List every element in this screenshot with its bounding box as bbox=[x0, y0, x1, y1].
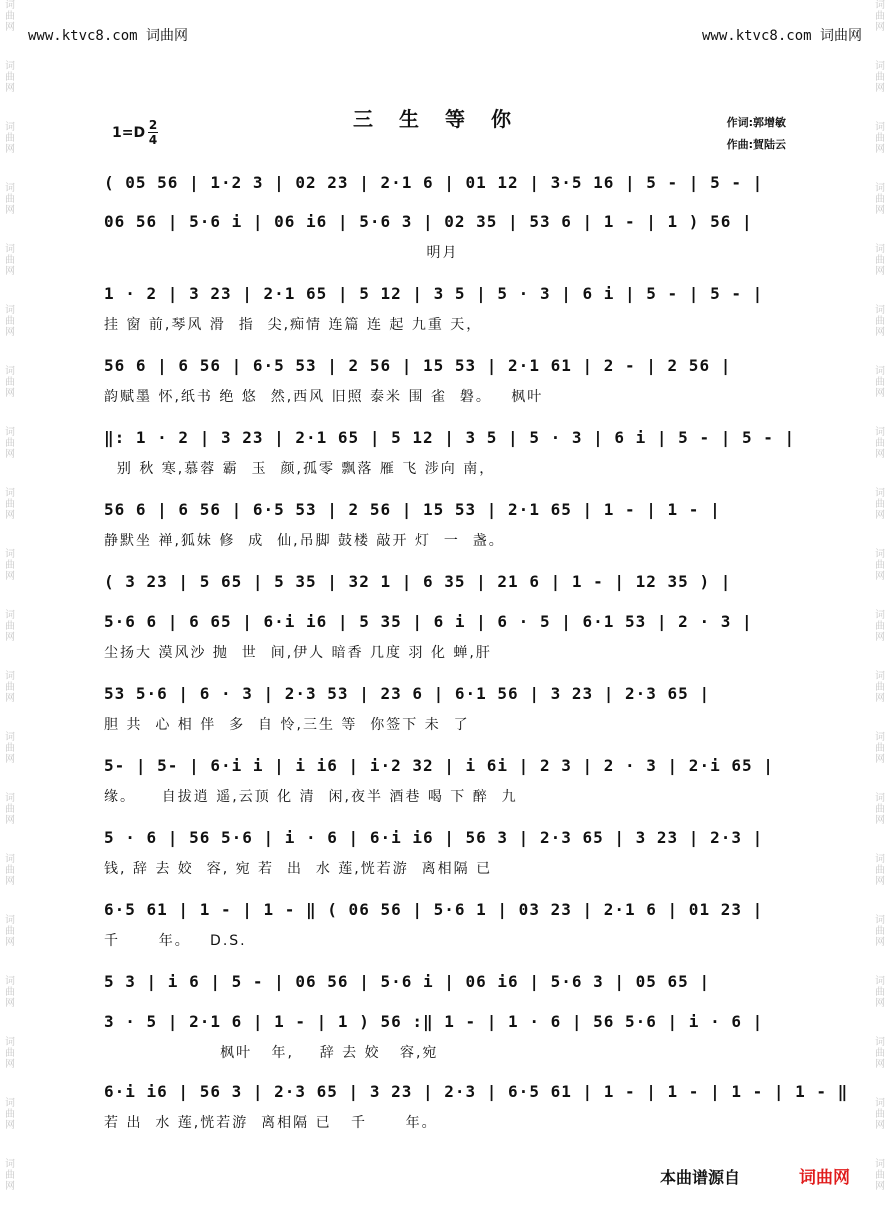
watermark-text: 词 曲 网 bbox=[875, 122, 885, 155]
watermark-text: 词 曲 网 bbox=[875, 976, 885, 1009]
watermark-text: 词 曲 网 bbox=[875, 61, 885, 94]
score-notes-line: 06 56 | 5·6 i | 06 i6 | 5·6 3 | 02 35 | 53 6 | 1 - | 1 ) 56 | bbox=[104, 212, 753, 231]
watermark-text: 词 曲 网 bbox=[5, 549, 15, 582]
watermark-text: 词 曲 网 bbox=[5, 1037, 15, 1070]
score-lyrics-line: 若 出 水 莲,恍若游 离相隔 已 千 年。 bbox=[104, 1115, 438, 1131]
watermark-text: 词 曲 网 bbox=[875, 183, 885, 216]
watermark-text: 词 曲 网 bbox=[5, 122, 15, 155]
watermark-text: 词 曲 网 bbox=[875, 1037, 885, 1070]
watermark-text: 词 曲 网 bbox=[875, 1159, 885, 1192]
watermark-column-right bbox=[872, 0, 888, 1218]
score-notes-line: 53 5·6 | 6 · 3 | 2·3 53 | 23 6 | 6·1 56 | 3 23 | 2·3 65 | bbox=[104, 684, 711, 703]
watermark-text: 词 曲 网 bbox=[5, 1159, 15, 1192]
score-notes-line: ‖: 1 · 2 | 3 23 | 2·1 65 | 5 12 | 3 5 | 5 · 3 | 6 i | 5 - | 5 - | bbox=[104, 428, 796, 447]
score-notes-line: 6·i i6 | 56 3 | 2·3 65 | 3 23 | 2·3 | 6·5 61 | 1 - | 1 - | 1 - | 1 - ‖ bbox=[104, 1082, 849, 1101]
watermark-text: 词 曲 网 bbox=[875, 244, 885, 277]
watermark-text: 词 曲 网 bbox=[875, 610, 885, 643]
score-lyrics-line: 缘。 自拔逍 遥,云顶 化 清 闲,夜半 酒巷 喝 下 醉 九 bbox=[104, 789, 518, 805]
watermark-text: 词 曲 网 bbox=[875, 732, 885, 765]
watermark-text: 词 曲 网 bbox=[5, 488, 15, 521]
score-notes-line: 5 · 6 | 56 5·6 | i · 6 | 6·i i6 | 56 3 | 2·3 65 | 3 23 | 2·3 | bbox=[104, 828, 764, 847]
watermark-text: 词 曲 网 bbox=[875, 427, 885, 460]
watermark-text: 词 曲 网 bbox=[875, 366, 885, 399]
watermark-text: 词 曲 网 bbox=[5, 305, 15, 338]
watermark-text: 词 曲 网 bbox=[5, 610, 15, 643]
score-notes-line: 6·5 61 | 1 - | 1 - ‖ ( 06 56 | 5·6 1 | 03 23 | 2·1 6 | 01 23 | bbox=[104, 900, 764, 919]
footer-source-label: 本曲谱源自 bbox=[659, 1168, 740, 1187]
score-notes-line: 5- | 5- | 6·i i | i i6 | i·2 32 | i 6i | 2 3 | 2 · 3 | 2·i 65 | bbox=[104, 756, 774, 775]
watermark-text: 词 曲 网 bbox=[5, 793, 15, 826]
watermark-text: 词 曲 网 bbox=[5, 1098, 15, 1131]
score-notes-line: 56 6 | 6 56 | 6·5 53 | 2 56 | 15 53 | 2·1 61 | 2 - | 2 56 | bbox=[104, 356, 732, 375]
key-signature: 1=D bbox=[112, 125, 146, 141]
watermark-text: 词 曲 网 bbox=[5, 183, 15, 216]
watermark-text: 词 曲 网 bbox=[875, 305, 885, 338]
song-title: 三生等你 bbox=[353, 107, 537, 131]
watermark-text: 词 曲 网 bbox=[875, 793, 885, 826]
score-notes-line: ( 3 23 | 5 65 | 5 35 | 32 1 | 6 35 | 21 6 | 1 - | 12 35 ) | bbox=[104, 572, 732, 591]
score-lyrics-line: 韵赋墨 怀,纸书 绝 悠 然,西风 旧照 泰米 围 雀 磐。 枫叶 bbox=[104, 389, 544, 405]
score-notes-line: 56 6 | 6 56 | 6·5 53 | 2 56 | 15 53 | 2·1 65 | 1 - | 1 - | bbox=[104, 500, 721, 519]
score-notes-line: 3 · 5 | 2·1 6 | 1 - | 1 ) 56 :‖ 1 - | 1 · 6 | 56 5·6 | i · 6 | bbox=[104, 1012, 764, 1031]
score-notes-line: 1 · 2 | 3 23 | 2·1 65 | 5 12 | 3 5 | 5 · 3 | 6 i | 5 - | 5 - | bbox=[104, 284, 764, 303]
watermark-text: 词 曲 网 bbox=[875, 854, 885, 887]
score-lyrics-line: 千 年。 D.S. bbox=[104, 933, 247, 949]
watermark-text: 词 曲 网 bbox=[5, 0, 15, 33]
score-notes-line: ( 05 56 | 1·2 3 | 02 23 | 2·1 6 | 01 12 | 3·5 16 | 5 - | 5 - | bbox=[104, 173, 764, 192]
watermark-text: 词 曲 网 bbox=[5, 244, 15, 277]
score-lyrics-line: 别 秋 寒,慕蓉 霸 玉 颜,孤零 飘落 雁 飞 涉向 南， bbox=[104, 461, 496, 477]
watermark-text: 词 曲 网 bbox=[5, 915, 15, 948]
time-signature-top: 2 bbox=[148, 118, 158, 132]
score-notes-line: 5·6 6 | 6 65 | 6·i i6 | 5 35 | 6 i | 6 · 5 | 6·1 53 | 2 · 3 | bbox=[104, 612, 753, 631]
watermark-column-left bbox=[2, 0, 18, 1218]
score-lyrics-line: 胆 共 心 相 伴 多 自 怜,三生 等 你签下 未 了 bbox=[104, 717, 470, 733]
score-lyrics-line: 挂 窗 前,琴风 滑 指 尖,痴情 连篇 连 起 九重 天， bbox=[104, 317, 483, 333]
watermark-text: 词 曲 网 bbox=[875, 549, 885, 582]
footer-brand[interactable]: 词曲网 bbox=[799, 1168, 850, 1188]
site-url-left[interactable]: www.ktvc8.com 词曲网 bbox=[28, 28, 189, 44]
watermark-text: 词 曲 网 bbox=[875, 1098, 885, 1131]
watermark-text: 词 曲 网 bbox=[5, 732, 15, 765]
score-lyrics-line: 枫叶 年, 辞 去 姣 容,宛 bbox=[104, 1045, 439, 1061]
composer-credit: 作曲:賀陆云 bbox=[726, 138, 786, 151]
time-signature-bottom: 4 bbox=[148, 133, 158, 147]
watermark-text: 词 曲 网 bbox=[875, 671, 885, 704]
time-signature bbox=[148, 118, 158, 147]
score-notes-line: 5 3 | i 6 | 5 - | 06 56 | 5·6 i | 06 i6 | 5·6 3 | 05 65 | bbox=[104, 972, 711, 991]
score-lyrics-line: 明月 bbox=[104, 245, 459, 261]
watermark-text: 词 曲 网 bbox=[5, 427, 15, 460]
watermark-text: 词 曲 网 bbox=[5, 366, 15, 399]
score-lyrics-line: 钱, 辞 去 姣 容, 宛 若 出 水 莲,恍若游 离相隔 已 bbox=[104, 861, 493, 877]
watermark-text: 词 曲 网 bbox=[875, 488, 885, 521]
watermark-text: 词 曲 网 bbox=[5, 976, 15, 1009]
score-lyrics-line: 尘扬大 漠风沙 抛 世 间,伊人 暗香 几度 羽 化 蝉,肝 bbox=[104, 645, 492, 661]
lyricist-credit: 作词:郭增敏 bbox=[726, 116, 786, 129]
watermark-text: 词 曲 网 bbox=[5, 854, 15, 887]
site-url-right[interactable]: www.ktvc8.com 词曲网 bbox=[701, 28, 862, 44]
watermark-text: 词 曲 网 bbox=[875, 0, 885, 33]
score-lyrics-line: 静默坐 禅,狐妹 修 成 仙,吊脚 鼓楼 敲开 灯 一 盏。 bbox=[104, 533, 505, 549]
watermark-text: 词 曲 网 bbox=[875, 915, 885, 948]
watermark-text: 词 曲 网 bbox=[5, 61, 15, 94]
watermark-text: 词 曲 网 bbox=[5, 671, 15, 704]
